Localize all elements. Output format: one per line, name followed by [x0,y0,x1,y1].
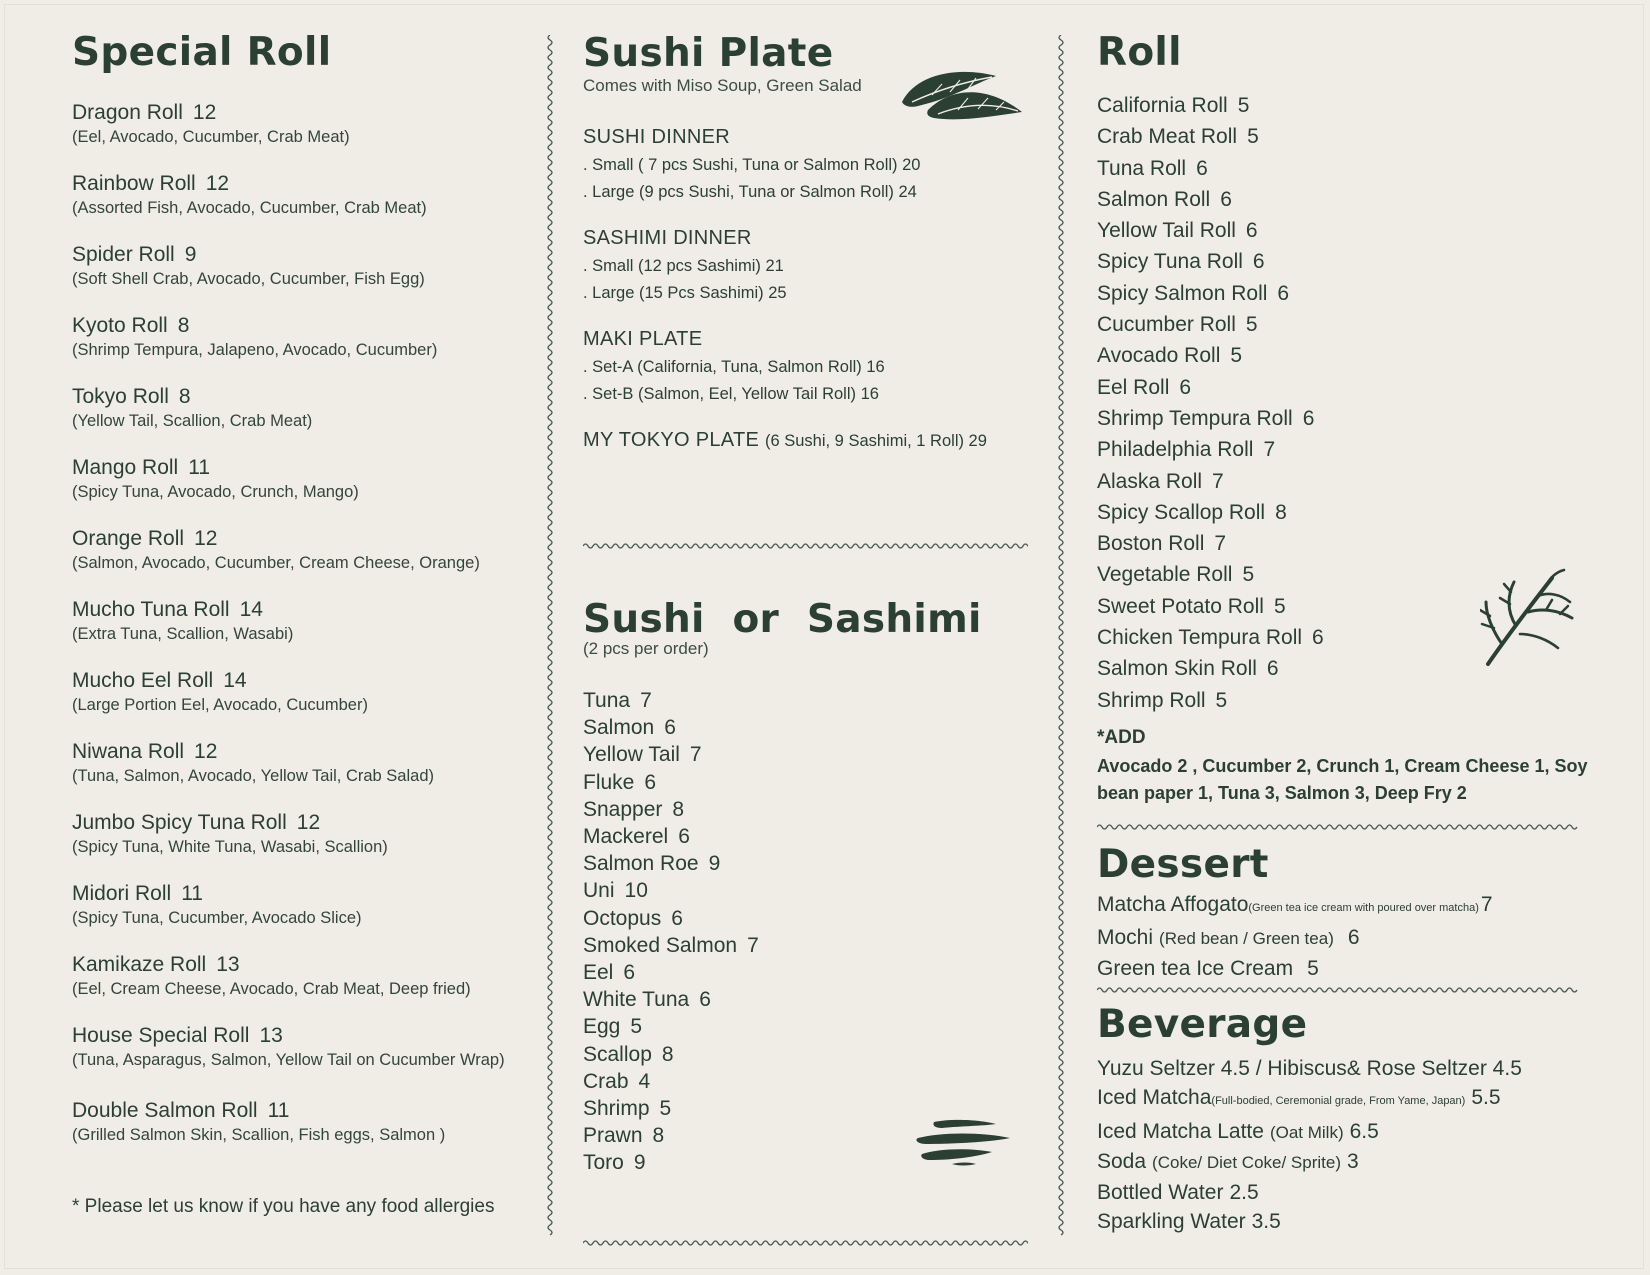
item-name: Mochi [1097,926,1154,949]
item-name: Octopus [583,906,662,930]
sushi-item [583,823,759,850]
item-name: Dragon Roll [72,101,183,124]
item-price: 6 [1312,626,1324,650]
sushi-item [583,769,759,796]
item-name: Orange Roll [72,527,185,550]
sushi-item [583,1095,759,1122]
my-tokyo-plate-detail: (6 Sushi, 9 Sashimi, 1 Roll) 29 [764,432,987,450]
sushi-item [583,714,759,741]
item-price: 8 [652,1124,665,1148]
item-description: (Extra Tuna, Scallion, Wasabi) [72,625,294,643]
item-name: Prawn [583,1124,643,1148]
roll-item [1097,591,1324,622]
roll-item [1097,340,1324,371]
sushi-item [583,850,759,877]
item-name: Sparkling Water [1097,1210,1246,1234]
item-price: 13 [216,953,240,976]
item-price: 9 [633,1151,646,1175]
item-name: Tokyo Roll [72,385,169,408]
dessert-item [1097,923,1493,954]
special-roll-name-line [72,597,505,623]
item-description: (Eel, Avocado, Cucumber, Crab Meat) [72,128,350,146]
item-name: Bottled Water [1097,1180,1224,1204]
item-price: 9 [708,852,721,876]
special-roll-item [72,1023,505,1094]
item-description: (Spicy Tuna, Cucumber, Avocado Slice) [72,909,362,927]
roll-item [1097,278,1324,309]
item-name: Matcha Affogato [1097,893,1249,916]
item-name: Eel Roll [1097,375,1170,399]
special-roll-item [72,739,505,810]
item-name: Fluke [583,770,635,794]
allergy-note: * Please let us know if you have any food allergies [72,1196,495,1217]
sushi-item [583,932,759,959]
special-roll-item [72,242,505,313]
beverage-item [1097,1207,1522,1236]
item-name: Double Salmon Roll [72,1099,258,1122]
item-name: Tuna Roll [1097,156,1187,180]
roll-item [1097,685,1324,716]
wavy-divider [1097,985,1582,995]
special-roll-item [72,952,505,1023]
item-price: 6 [1196,156,1208,180]
roll-item [1097,90,1324,121]
item-price: 7 [640,689,652,712]
item-description: (Soft Shell Crab, Avocado, Cucumber, Fish Egg) [72,270,425,288]
item-name: Crab [583,1069,629,1093]
wavy-divider [1097,822,1582,832]
roll-item [1097,121,1324,152]
special-roll-item [72,597,505,668]
item-price: 6 [1179,375,1192,399]
sushi-dinner-small: . Small ( 7 pcs Sushi, Tuna or Salmon Roll) 20 [583,156,921,174]
item-price: 5 [1215,688,1228,712]
item-name: Spicy Scallop Roll [1097,500,1266,524]
roll-item [1097,309,1324,340]
brush-stroke-icon [912,1118,1012,1166]
item-price: 7 [689,743,702,767]
item-price: 6 [1277,281,1290,305]
item-price: 5 [1273,594,1286,618]
special-roll-name-line [72,100,505,126]
special-roll-name-line [72,313,505,339]
sushi-item [583,905,759,932]
special-roll-name-line [72,242,505,268]
item-price: 11 [267,1099,290,1122]
item-price: 2.5 [1229,1180,1259,1204]
special-roll-item [72,668,505,739]
item-price: 6 [1302,406,1315,430]
item-name: Mango Roll [72,456,179,479]
sushi-item [583,1149,759,1176]
item-name: White Tuna [583,988,690,1012]
special-roll-name-line [72,384,505,410]
special-roll-item [72,100,505,171]
item-price: 12 [296,811,321,834]
sushi-plate-sections [583,106,987,456]
sashimi-dinner-large: . Large (15 Pcs Sashimi) 25 [583,284,787,302]
item-price: 6 [678,825,690,849]
roll-item [1097,622,1324,653]
item-description: (Tuna, Asparagus, Salmon, Yellow Tail on Cucumber Wrap) [72,1051,505,1069]
item-price: 6 [671,906,683,930]
dessert-item [1097,890,1493,923]
item-price: 6.5 [1349,1119,1379,1143]
item-note: (Full-bodied, Ceremonial grade, From Yame, Japan) [1211,1095,1466,1108]
maki-plate-heading: MAKI PLATE [583,328,703,350]
beverage-list [1097,1054,1522,1236]
item-price: 8 [178,385,191,408]
roll-item [1097,215,1324,246]
beverage-item [1097,1117,1522,1147]
item-price: 13 [259,1024,283,1047]
item-name: Alaska Roll [1097,469,1203,493]
item-price: 6 [1252,250,1265,274]
item-price: 3 [1347,1150,1359,1174]
item-name: Iced Matcha Latte [1097,1119,1264,1143]
item-note: (Green tea ice cream with poured over matcha) [1248,902,1479,914]
special-roll-item [72,313,505,384]
dessert-title: Dessert [1097,842,1269,887]
dessert-item [1097,954,1493,984]
item-name: Tuna [583,689,631,712]
item-price: 5 [1247,125,1259,149]
sushi-item [583,1013,759,1040]
item-price: 11 [188,456,211,479]
special-roll-item [72,881,505,952]
item-description: (Salmon, Avocado, Cucumber, Cream Cheese, Orange) [72,554,480,572]
sushi-item [583,986,759,1013]
item-name: Salmon Skin Roll [1097,657,1257,681]
item-name: Cucumber Roll [1097,313,1236,337]
roll-list [1097,90,1324,716]
item-name: Green tea Ice Cream [1097,957,1294,980]
add-ons-text: Avocado 2 , Cucumber 2, Crunch 1, Cream Cheese 1, Soy bean paper 1, Tuna 3, Salmon 3, Deep Fry 2 [1097,756,1588,803]
item-name: House Special Roll [72,1024,250,1047]
item-name: Spider Roll [72,243,175,266]
special-roll-item [72,384,505,455]
sashimi-dinner-small: . Small (12 pcs Sashimi) 21 [583,257,784,275]
item-name: Spicy Tuna Roll [1097,250,1243,274]
item-name: Shrimp [583,1097,650,1121]
special-roll-item [72,810,505,881]
item-description: (Shrimp Tempura, Jalapeno, Avocado, Cucumber) [72,341,438,359]
sushi-item [583,741,759,768]
roll-item [1097,497,1324,528]
item-description: (Grilled Salmon Skin, Scallion, Fish eggs, Salmon ) [72,1126,446,1144]
item-price: 8 [1275,500,1287,524]
item-name: Yellow Tail Roll [1097,219,1236,243]
special-roll-name-line [72,881,505,907]
item-price: 10 [624,879,648,903]
item-price: 9 [184,243,197,266]
special-roll-name-line [72,171,505,197]
item-name: Egg [583,1015,621,1039]
beverage-item [1097,1083,1522,1116]
item-price: 11 [181,882,203,905]
leaves-icon [898,62,1024,122]
item-price: 7 [1480,893,1493,916]
item-name: Kamikaze Roll [72,953,207,976]
maki-set-b: . Set-B (Salmon, Eel, Yellow Tail Roll) 16 [583,385,879,403]
item-name: Toro [583,1151,624,1175]
roll-item [1097,434,1324,465]
beverage-item [1097,1147,1522,1177]
item-price: 5 [1230,344,1243,368]
special-roll-name-line [72,952,505,978]
beverage-item [1097,1178,1522,1207]
item-price: 8 [661,1042,674,1066]
item-price: 5 [1242,563,1255,587]
item-name: Kyoto Roll [72,314,168,337]
special-roll-name-line [72,1098,505,1124]
item-price: 14 [223,669,247,692]
item-price: 12 [205,172,230,195]
item-note: (Oat Milk) [1269,1122,1344,1142]
column-divider-right [1055,35,1067,1245]
sushi-item [583,687,759,714]
special-roll-item [72,1098,505,1169]
special-roll-name-line [72,668,505,694]
roll-item [1097,184,1324,215]
item-name: Vegetable Roll [1097,563,1233,587]
roll-item [1097,246,1324,277]
sushi-item [583,959,759,986]
item-name: Midori Roll [72,882,172,905]
column-divider-left [544,35,556,1245]
wavy-divider [583,1238,1028,1248]
item-name: Salmon [583,716,655,740]
item-name: Sweet Potato Roll [1097,594,1264,618]
item-name: Salmon Roll [1097,187,1211,211]
item-name: Jumbo Spicy Tuna Roll [72,811,287,834]
item-name: Uni [583,879,615,903]
special-roll-name-line [72,526,505,552]
roll-item [1097,372,1324,403]
maki-set-a: . Set-A (California, Tuna, Salmon Roll) 16 [583,358,885,376]
my-tokyo-plate [583,425,987,456]
roll-item [1097,559,1324,590]
item-price: 6 [699,988,711,1012]
item-description: (Assorted Fish, Avocado, Cucumber, Crab Meat) [72,199,427,217]
special-roll-item [72,455,505,526]
roll-item [1097,153,1324,184]
roll-item [1097,653,1324,684]
item-name: Scallop [583,1042,652,1066]
sushi-sashimi-list [583,687,759,1177]
item-name: Niwana Roll [72,740,185,763]
item-note: (Coke/ Diet Coke/ Sprite) [1152,1153,1341,1173]
item-description: (Eel, Cream Cheese, Avocado, Crab Meat, Deep fried) [72,980,471,998]
item-price: 5.5 [1471,1086,1501,1110]
item-price: 8 [672,797,685,821]
item-price: 6 [1220,187,1232,211]
special-roll-list [72,100,505,1169]
sushi-sashimi-subtitle: (2 pcs per order) [583,639,709,658]
sushi-plate-subtitle: Comes with Miso Soup, Green Salad [583,76,862,95]
item-name: Avocado Roll [1097,344,1221,368]
item-price: 12 [194,740,218,763]
item-price: 12 [192,101,217,124]
special-roll-name-line [72,455,505,481]
item-price: 6 [644,770,657,794]
sushi-item [583,877,759,904]
item-price: 4 [638,1069,651,1093]
item-name: Shrimp Tempura Roll [1097,406,1293,430]
item-price: 5 [630,1015,643,1039]
item-price: 5 [1307,957,1319,980]
item-price: 6 [1347,926,1360,949]
roll-item [1097,403,1324,434]
item-name: Iced Matcha [1097,1086,1212,1110]
item-price: 6 [1266,657,1279,681]
sushi-item [583,1122,759,1149]
item-name: Snapper [583,797,663,821]
item-name: Boston Roll [1097,532,1205,556]
item-description: (Large Portion Eel, Avocado, Cucumber) [72,696,368,714]
sushi-item [583,1068,759,1095]
item-name: Mackerel [583,825,669,849]
item-price: 6 [1245,219,1258,243]
item-name: Rainbow Roll [72,172,196,195]
sushi-dinner-heading: SUSHI DINNER [583,126,730,148]
beverage-title: Beverage [1097,1002,1308,1047]
item-name: Mucho Tuna Roll [72,598,230,621]
roll-item [1097,466,1324,497]
dessert-list [1097,890,1493,984]
item-price: 14 [239,598,263,621]
item-description: (Spicy Tuna, White Tuna, Wasabi, Scallion) [72,838,388,856]
special-roll-item [72,171,505,242]
item-name: Soda [1097,1150,1147,1174]
item-name: Crab Meat Roll [1097,125,1238,149]
sushi-item [583,1041,759,1068]
roll-item [1097,528,1324,559]
item-note: (Red bean / Green tea) [1159,929,1334,948]
item-price: 7 [1214,532,1227,556]
roll-title: Roll [1097,30,1182,75]
sashimi-dinner-heading: SASHIMI DINNER [583,227,752,249]
item-name: California Roll [1097,94,1228,117]
item-price: 5 [1237,94,1250,117]
item-price: 7 [747,933,759,957]
beverage-item [1097,1054,1522,1083]
item-price: 3.5 [1251,1210,1281,1234]
item-name: Yellow Tail [583,743,680,767]
item-name: Yuzu Seltzer 4.5 / Hibiscus& Rose Seltzer 4.5 [1097,1057,1522,1080]
sushi-dinner-large: . Large (9 pcs Sushi, Tuna or Salmon Roll) 24 [583,183,917,201]
item-description: (Spicy Tuna, Avocado, Crunch, Mango) [72,483,359,501]
item-name: Philadelphia Roll [1097,438,1254,462]
dill-sprig-icon [1480,568,1576,668]
special-roll-name-line [72,739,505,765]
item-price: 5 [1245,313,1258,337]
add-title: *ADD [1097,727,1146,748]
sushi-item [583,796,759,823]
item-price: 12 [194,527,218,550]
item-name: Spicy Salmon Roll [1097,281,1268,305]
item-price: 5 [659,1097,672,1121]
item-price: 8 [177,314,190,337]
item-price: 7 [1263,438,1276,462]
item-name: Mucho Eel Roll [72,669,214,692]
special-roll-name-line [72,810,505,836]
item-name: Eel [583,961,614,985]
item-name: Smoked Salmon [583,933,738,957]
item-price: 6 [664,716,676,740]
sushi-sashimi-title: Sushi or Sashimi [583,597,982,642]
special-roll-title: Special Roll [72,30,332,75]
sushi-plate-title: Sushi Plate [583,31,834,76]
item-price: 6 [623,961,636,985]
item-description: (Yellow Tail, Scallion, Crab Meat) [72,412,313,430]
special-roll-item [72,526,505,597]
item-description: (Tuna, Salmon, Avocado, Yellow Tail, Crab Salad) [72,767,434,785]
special-roll-name-line [72,1023,505,1049]
item-name: Salmon Roe [583,852,699,876]
my-tokyo-plate-title: MY TOKYO PLATE [583,429,760,451]
wavy-divider [583,541,1028,551]
item-name: Chicken Tempura Roll [1097,626,1303,650]
item-name: Shrimp Roll [1097,688,1206,712]
item-price: 7 [1212,469,1224,493]
